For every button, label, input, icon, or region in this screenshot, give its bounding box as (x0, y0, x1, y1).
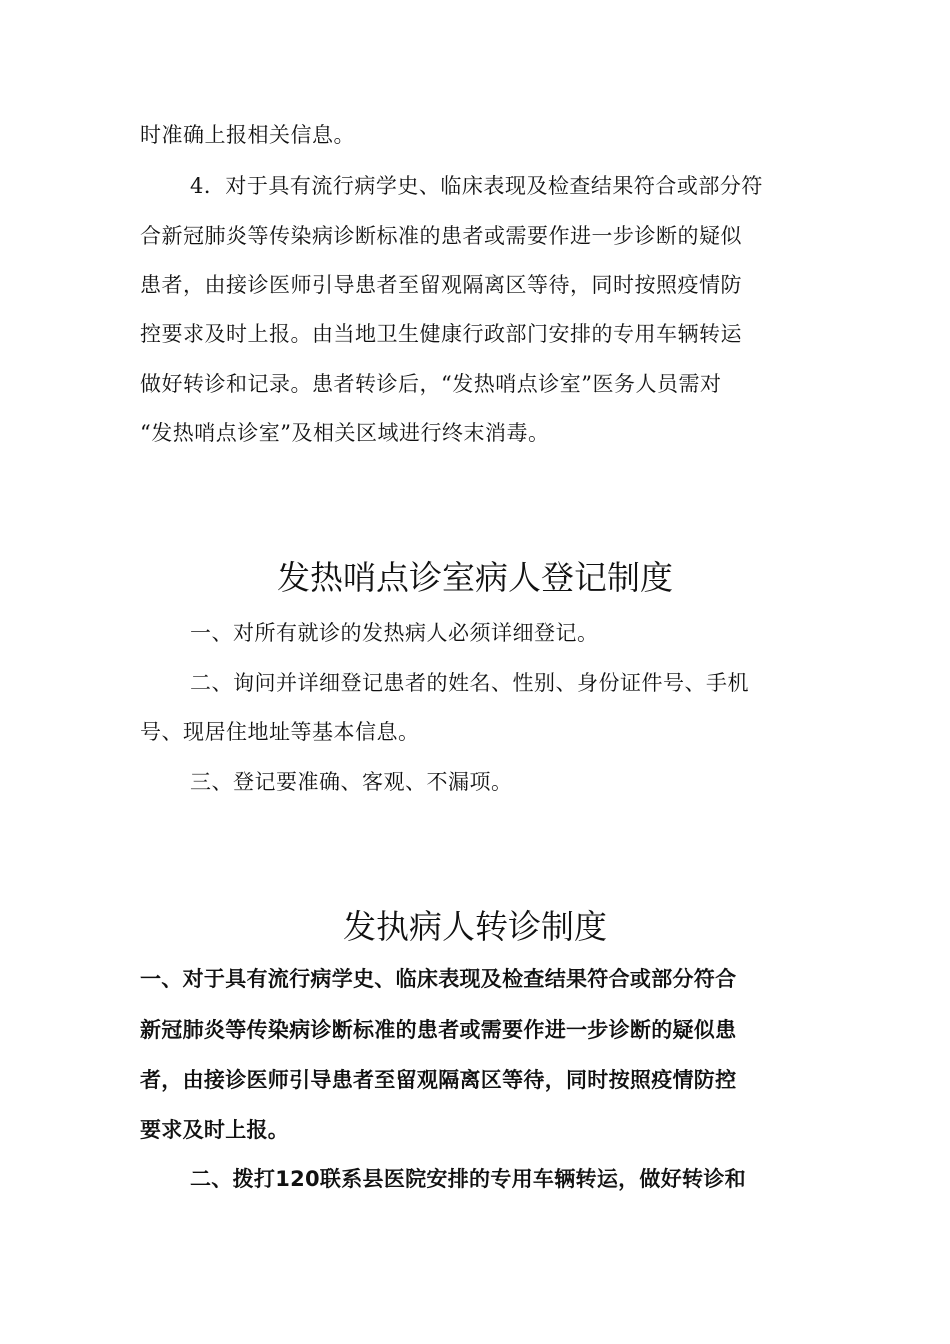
paragraph-line: 要求及时上报。 (140, 1118, 290, 1142)
paragraph-line: 者，由接诊医师引导患者至留观隔离区等待，同时按照疫情防控 (140, 1068, 737, 1092)
paragraph-line: 号、现居住地址等基本信息。 (140, 720, 420, 744)
paragraph-line: 患者，由接诊医师引导患者至留观隔离区等待，同时按照疫情防 (140, 273, 742, 297)
paragraph-line: 二、询问并详细登记患者的姓名、性别、身份证件号、手机 (190, 671, 749, 695)
paragraph-line: 合新冠肺炎等传染病诊断标准的患者或需要作进一步诊断的疑似 (140, 224, 742, 248)
paragraph-line: “发热哨点诊室”及相关区域进行终末消毒。 (140, 421, 550, 445)
paragraph-line: 一、对于具有流行病学史、临床表现及检查结果符合或部分符合 (140, 967, 737, 991)
paragraph-line: 一、对所有就诊的发热病人必须详细登记。 (190, 621, 599, 645)
section-title: 发执病人转诊制度 (343, 907, 607, 946)
paragraph-line: 二、拨打120联系县医院安排的专用车辆转运，做好转诊和 (190, 1167, 746, 1191)
paragraph-line: 做好转诊和记录。患者转诊后，“发热哨点诊室”医务人员需对 (140, 372, 722, 396)
paragraph-line: 三、登记要准确、客观、不漏项。 (190, 770, 513, 794)
paragraph-line: 新冠肺炎等传染病诊断标准的患者或需要作进一步诊断的疑似患 (140, 1018, 737, 1042)
paragraph-line: 控要求及时上报。由当地卫生健康行政部门安排的专用车辆转运 (140, 322, 742, 346)
paragraph-line: 4．对于具有流行病学史、临床表现及检查结果符合或部分符 (190, 174, 763, 198)
paragraph-line: 时准确上报相关信息。 (140, 123, 355, 147)
section-title: 发热哨点诊室病人登记制度 (277, 558, 673, 597)
